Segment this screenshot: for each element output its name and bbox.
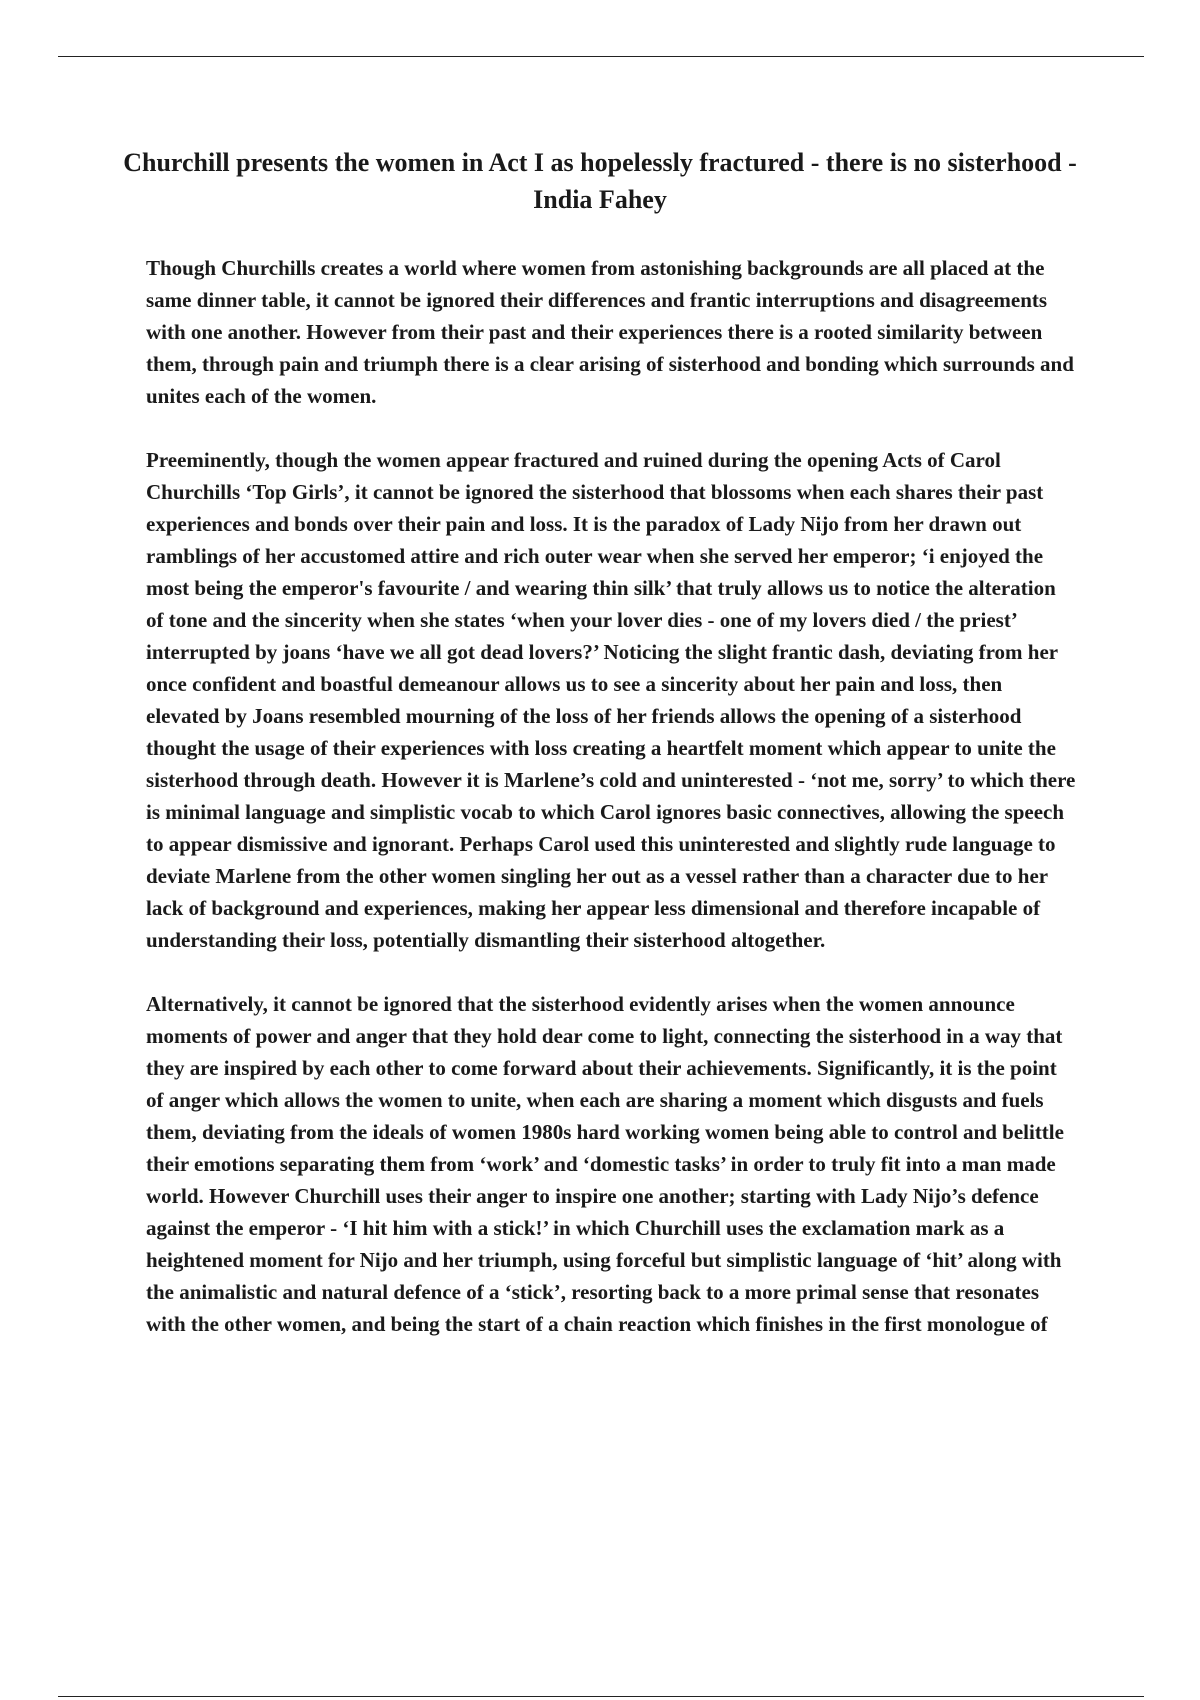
document-body <box>146 252 1076 1372</box>
document-title: Churchill presents the women in Act I as hopelessly fractured - there is no sisterhood - India Fahey <box>123 148 1077 214</box>
paragraph-anger: Alternatively, it cannot be ignored that the sisterhood evidently arises when the women announce moments of power and anger that they hold dear come to light, connecting the sisterhood in a way that they are inspired by each other to come forward about their achievements. Significantly, it is the point of anger which allows the women to unite, when each are sharing a moment which disgusts and fuels them, deviating from the ideals of women 1980s hard working women being able to control and belittle their emotions separating them from ‘work’ and ‘domestic tasks’ in order to truly fit into a man made world. However Churchill uses their anger to inspire one another; starting with Lady Nijo’s defence against the emperor - ‘I hit him with a stick!’ in which Churchill uses the exclamation mark as a heightened moment for Nijo and her triumph, using forceful but simplistic language of ‘hit’ along with the animalistic and natural defence of a ‘stick’, resorting back to a more primal sense that resonates with the other women, and being the start of a chain reaction which finishes in the first monologue of <box>146 992 1064 1336</box>
page-bottom-rule <box>58 1696 1144 1697</box>
page-top-rule <box>58 56 1144 57</box>
paragraph-intro: Though Churchills creates a world where women from astonishing backgrounds are all placed at the same dinner table, it cannot be ignored their differences and frantic interruptions and disagreements with one another. However from their past and their experiences there is a rooted similarity between them, through pain and triumph there is a clear arising of sisterhood and bonding which surrounds and unites each of the women. <box>146 256 1074 408</box>
paragraph-loss: Preeminently, though the women appear fractured and ruined during the opening Acts of Carol Churchills ‘Top Girls’, it cannot be ignored the sisterhood that blossoms when each shares their past experiences and bonds over their pain and loss. It is the paradox of Lady Nijo from her drawn out ramblings of her accustomed attire and rich outer wear when she served her emperor; ‘i enjoyed the most being the emperor's favourite / and wearing thin silk’ that truly allows us to notice the alteration of tone and the sincerity when she states ‘when your lover dies - one of my lovers died / the priest’ interrupted by joans ‘have we all got dead lovers?’ Noticing the slight frantic dash, deviating from her once confident and boastful demeanour allows us to see a sincerity about her pain and loss, then elevated by Joans resembled mourning of the loss of her friends allows the opening of a sisterhood thought the usage of their experiences with loss creating a heartfelt moment which appear to unite the sisterhood through death. However it is Marlene’s cold and uninterested - ‘not me, sorry’ to which there is minimal language and simplistic vocab to which Carol ignores basic connectives, allowing the speech to appear dismissive and ignorant. Perhaps Carol used this uninterested and slightly rude language to deviate Marlene from the other women singling her out as a vessel rather than a character due to her lack of background and experiences, making her appear less dimensional and therefore incapable of understanding their loss, potentially dismantling their sisterhood altogether. <box>146 448 1076 952</box>
